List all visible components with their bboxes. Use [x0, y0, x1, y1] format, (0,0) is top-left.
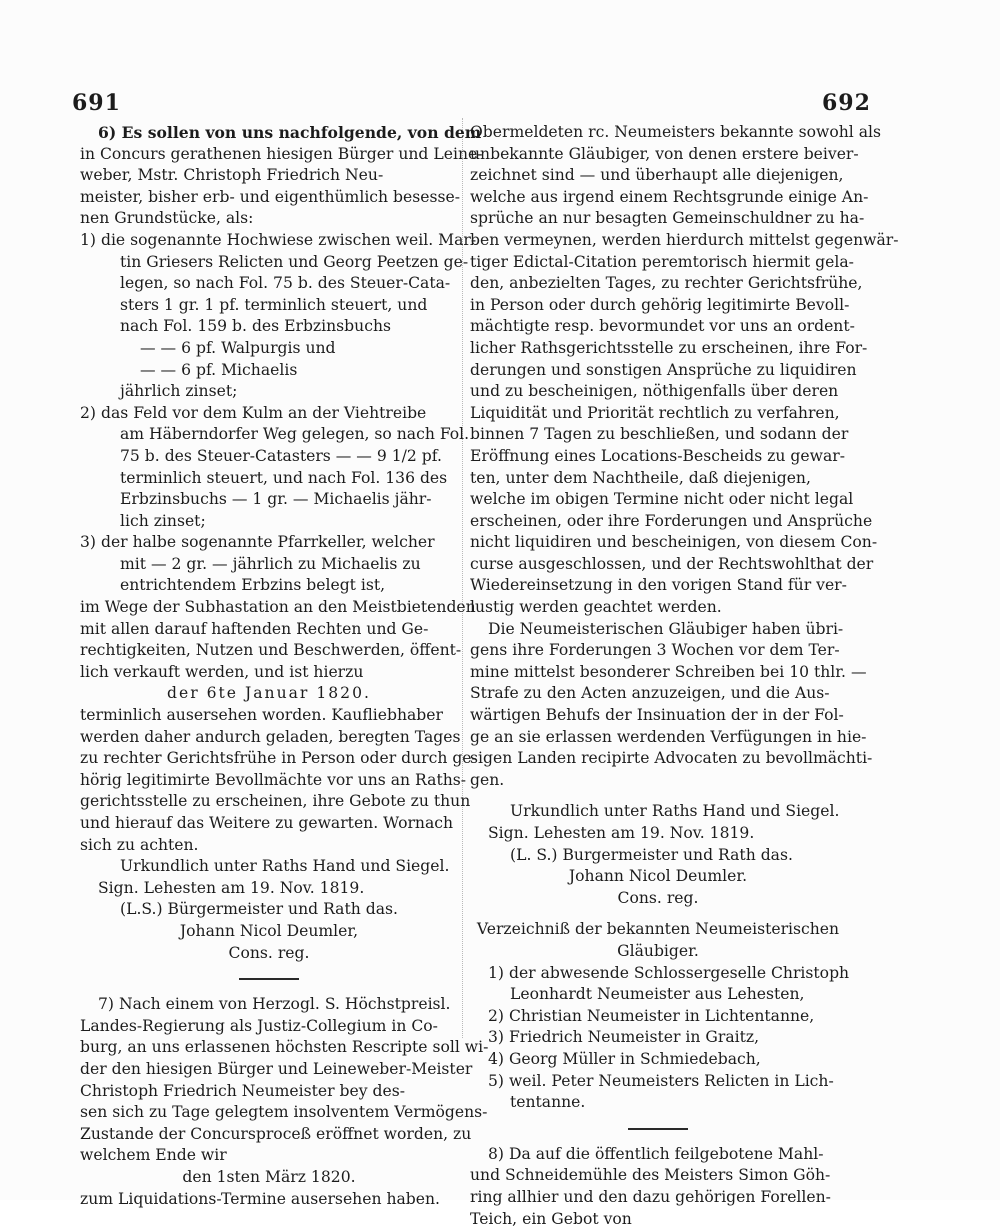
section-8 — [470, 1144, 846, 1230]
text-line: und zu bescheinigen, nöthigenfalls über deren — [470, 381, 846, 403]
text-line: werden daher andurch geladen, beregten Tages — [80, 727, 458, 749]
text-line: Sign. Lehesten am 19. Nov. 1819. — [80, 878, 458, 900]
text-line: ten, unter dem Nachtheile, daß diejenigen, — [470, 468, 846, 490]
text-line: mit — 2 gr. — jährlich zu Michaelis zu — [80, 554, 458, 576]
text-line: erscheinen, oder ihre Forderungen und Ansprüche — [470, 511, 846, 533]
creditor-list — [470, 919, 846, 1113]
text-line: nen Grundstücke, als: — [80, 208, 458, 230]
text-line: sprüche an nur besagten Gemeinschuldner zu ha- — [470, 208, 846, 230]
text-line: 4) Georg Müller in Schmiedebach, — [470, 1049, 846, 1071]
text-line: 7) Nach einem von Herzogl. S. Höchstpreisl. — [80, 994, 458, 1016]
text-line: Cons. reg. — [470, 888, 846, 910]
text-line: sigen Landen recipirte Advocaten zu bevollmächti- — [470, 748, 846, 770]
text-line: tentanne. — [470, 1092, 846, 1114]
text-line: jährlich zinset; — [80, 381, 458, 403]
text-line: wärtigen Behufs der Insinuation der in der Fol- — [470, 705, 846, 727]
text-line: lustig werden geachtet werden. — [470, 597, 846, 619]
text-line: — — 6 pf. Michaelis — [80, 360, 458, 382]
section-6 — [80, 122, 458, 964]
text-line: entrichtendem Erbzins belegt ist, — [80, 575, 458, 597]
text-line: zum Liquidations-Termine ausersehen haben. — [80, 1189, 458, 1211]
text-line: (L. S.) Burgermeister und Rath das. — [470, 845, 846, 867]
text-line: binnen 7 Tagen zu beschließen, und sodann der — [470, 424, 846, 446]
text-line: hörig legitimirte Bevollmächte vor uns an Raths- — [80, 770, 458, 792]
text-line: Zustande der Concursproceß eröffnet worden, zu — [80, 1124, 458, 1146]
text-line: in Concurs gerathenen hiesigen Bürger und Leine- — [80, 144, 458, 166]
text-line: lich zinset; — [80, 511, 458, 533]
text-line: am Häberndorfer Weg gelegen, so nach Fol. — [80, 424, 458, 446]
text-line: Sign. Lehesten am 19. Nov. 1819. — [470, 823, 846, 845]
text-line: mächtigte resp. bevormundet vor uns an ordent- — [470, 316, 846, 338]
section-separator — [628, 1128, 688, 1130]
text-line: sen sich zu Tage gelegtem insolventem Vermögens- — [80, 1102, 458, 1124]
text-line: Eröffnung eines Locations-Bescheids zu gewar- — [470, 446, 846, 468]
right-column — [470, 122, 846, 1230]
text-line: terminlich steuert, und nach Fol. 136 des — [80, 468, 458, 490]
text-line: (L.S.) Bürgermeister und Rath das. — [80, 899, 458, 921]
text-line: 3) Friedrich Neumeister in Graitz, — [470, 1027, 846, 1049]
page-number-right: 692 — [822, 90, 871, 116]
text-line: Wiedereinsetzung in den vorigen Stand für ver- — [470, 575, 846, 597]
text-line: Erbzinsbuchs — 1 gr. — Michaelis jähr- — [80, 489, 458, 511]
text-line: tiger Edictal-Citation peremtorisch hiermit gela- — [470, 252, 846, 274]
text-line: 75 b. des Steuer-Catasters — — 9 1/2 pf. — [80, 446, 458, 468]
text-line: Cons. reg. — [80, 943, 458, 965]
text-line: gens ihre Forderungen 3 Wochen vor dem Ter- — [470, 640, 846, 662]
text-line: 1) der abwesende Schlossergeselle Christoph — [470, 963, 846, 985]
text-line: Verzeichniß der bekannten Neumeisterischen — [470, 919, 846, 941]
text-line: den, anbezielten Tages, zu rechter Gerichtsfrühe, — [470, 273, 846, 295]
text-line: 6) Es sollen von uns nachfolgende, von dem — [80, 122, 458, 144]
text-line: 2) das Feld vor dem Kulm an der Viehtreibe — [80, 403, 458, 425]
signature-block — [470, 801, 846, 909]
text-line: Johann Nicol Deumler. — [470, 866, 846, 888]
text-line: zeichnet sind — und überhaupt alle diejenigen, — [470, 165, 846, 187]
text-line: welchem Ende wir — [80, 1145, 458, 1167]
page-number-left: 691 — [72, 90, 121, 116]
text-line: tin Griesers Relicten und Georg Peetzen ge- — [80, 252, 458, 274]
text-line: Urkundlich unter Raths Hand und Siegel. — [470, 801, 846, 823]
left-column — [80, 122, 458, 1210]
text-line: im Wege der Subhastation an den Meistbietenden — [80, 597, 458, 619]
text-line: — — 6 pf. Walpurgis und — [80, 338, 458, 360]
text-line: meister, bisher erb- und eigenthümlich besesse- — [80, 187, 458, 209]
text-line: in Person oder durch gehörig legitimirte Bevoll- — [470, 295, 846, 317]
text-line: Leonhardt Neumeister aus Lehesten, — [470, 984, 846, 1006]
text-line: zu rechter Gerichtsfrühe in Person oder durch ge- — [80, 748, 458, 770]
text-line: der 6te Januar 1820. — [80, 683, 458, 705]
text-line: weber, Mstr. Christoph Friedrich Neu- — [80, 165, 458, 187]
section-7 — [80, 994, 458, 1210]
text-line: Liquidität und Priorität rechtlich zu verfahren, — [470, 403, 846, 425]
text-line: lich verkauft werden, und ist hierzu — [80, 662, 458, 684]
text-line: rechtigkeiten, Nutzen und Beschwerden, öffent- — [80, 640, 458, 662]
text-line: 2) Christian Neumeister in Lichtentanne, — [470, 1006, 846, 1028]
text-line: Gläubiger. — [470, 941, 846, 963]
section-7-continued — [470, 122, 846, 791]
text-line: Die Neumeisterischen Gläubiger haben übri- — [470, 619, 846, 641]
text-line: Christoph Friedrich Neumeister bey des- — [80, 1081, 458, 1103]
text-line: Landes-Regierung als Justiz-Collegium in Co- — [80, 1016, 458, 1038]
text-line: ben vermeynen, werden hierdurch mittelst gegenwär- — [470, 230, 846, 252]
text-line: 8) Da auf die öffentlich feilgebotene Mahl- — [470, 1144, 846, 1166]
text-line: sters 1 gr. 1 pf. terminlich steuert, und — [80, 295, 458, 317]
text-line: legen, so nach Fol. 75 b. des Steuer-Cata- — [80, 273, 458, 295]
text-line: licher Rathsgerichtsstelle zu erscheinen, ihre For- — [470, 338, 846, 360]
text-line: 3) der halbe sogenannte Pfarrkeller, welcher — [80, 532, 458, 554]
text-line: ge an sie erlassen werdenden Verfügungen in hie- — [470, 727, 846, 749]
text-line: welche im obigen Termine nicht oder nicht legal — [470, 489, 846, 511]
text-line: mine mittelst besonderer Schreiben bei 10 thlr. — — [470, 662, 846, 684]
text-line: nicht liquidiren und bescheinigen, von diesem Con- — [470, 532, 846, 554]
text-line: terminlich ausersehen worden. Kaufliebhaber — [80, 705, 458, 727]
text-line: derungen und sonstigen Ansprüche zu liquidiren — [470, 360, 846, 382]
text-line: ring allhier und den dazu gehörigen Forellen- — [470, 1187, 846, 1209]
text-line: mit allen darauf haftenden Rechten und Ge- — [80, 619, 458, 641]
text-line: und Schneidemühle des Meisters Simon Göh- — [470, 1165, 846, 1187]
text-line: Teich, ein Gebot von — [470, 1209, 846, 1230]
text-line: den 1sten März 1820. — [80, 1167, 458, 1189]
text-line: curse ausgeschlossen, und der Rechtswohlthat der — [470, 554, 846, 576]
text-line: der den hiesigen Bürger und Leineweber-Meister — [80, 1059, 458, 1081]
text-line: gerichtsstelle zu erscheinen, ihre Gebote zu thun — [80, 791, 458, 813]
text-line: sich zu achten. — [80, 835, 458, 857]
text-line: Obermeldeten rc. Neumeisters bekannte sowohl als — [470, 122, 846, 144]
text-line: burg, an uns erlassenen höchsten Rescripte soll wi- — [80, 1037, 458, 1059]
text-line: gen. — [470, 770, 846, 792]
section-separator — [239, 978, 299, 980]
text-line: welche aus irgend einem Rechtsgrunde einige An- — [470, 187, 846, 209]
text-line: nach Fol. 159 b. des Erbzinsbuchs — [80, 316, 458, 338]
text-line: Urkundlich unter Raths Hand und Siegel. — [80, 856, 458, 878]
text-line: und hierauf das Weitere zu gewarten. Wornach — [80, 813, 458, 835]
text-line: unbekannte Gläubiger, von denen erstere beiver- — [470, 144, 846, 166]
text-line: 5) weil. Peter Neumeisters Relicten in Lich- — [470, 1071, 846, 1093]
text-line: Johann Nicol Deumler, — [80, 921, 458, 943]
text-line: 1) die sogenannte Hochwiese zwischen weil. Mar- — [80, 230, 458, 252]
text-line: Strafe zu den Acten anzuzeigen, und die Aus- — [470, 683, 846, 705]
